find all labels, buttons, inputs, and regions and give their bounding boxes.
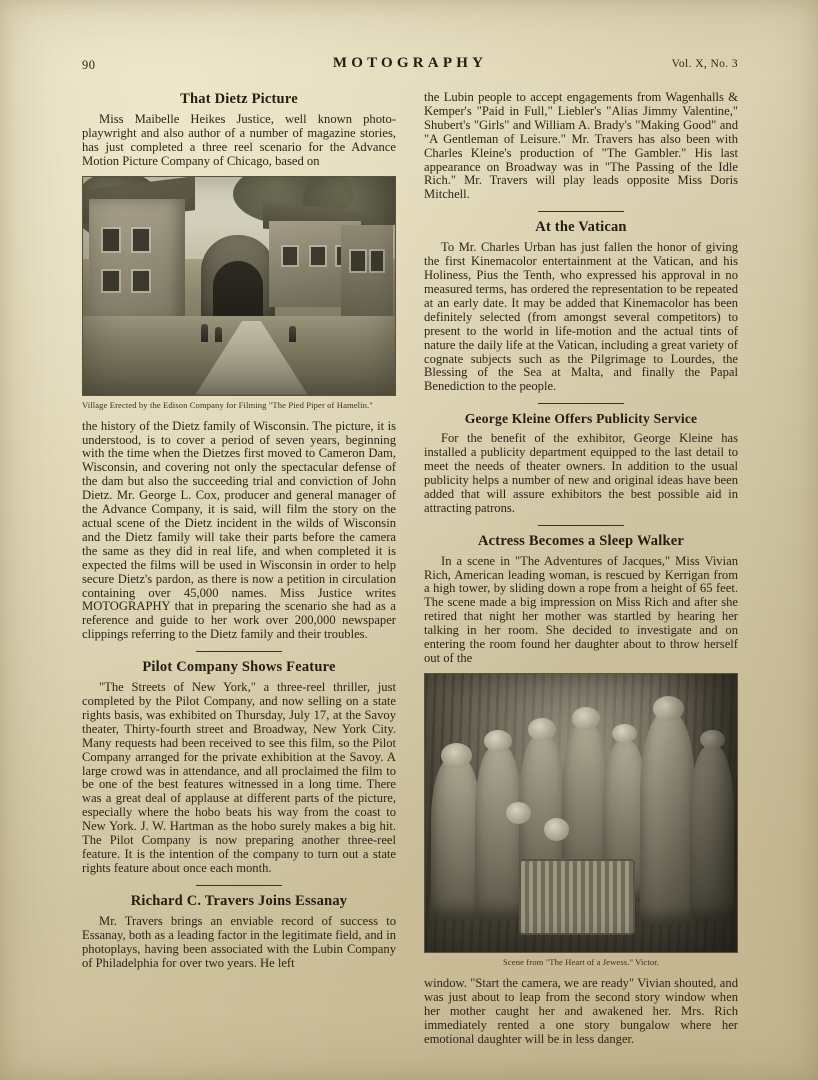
magazine-title: MOTOGRAPHY <box>332 55 488 71</box>
paragraph-actress-1: In a scene in "The Adventures of Jacques," Miss Vivian Rich, American leading woman, is rescued by Kerrigan from a high tower, by sliding down a rope from a height of 65 feet. The scene made a big impression on Miss Rich and after she retired that night her mother was startled by hearing her talking in her room. She decided to investigate and on entering the room found her daughter about to throw herself out of the <box>424 553 738 665</box>
page-number: 90 <box>82 58 96 72</box>
paragraph-vatican-1: To Mr. Charles Urban has just fallen the honor of giving the first Kinemacolor entertainment at the Vatican, and his Holiness, Pius the Tenth, who expressed his approval in no measured terms, has ordered the representation to be repeated at an early date. It may be added that Kinemacolor has been definitely selected (from amongst several competitors) to present to the world in life-motion and the actual tints of nature the daily life at the Vatican, including a great variety of cognate subjects such as the Pilgrimage to Lourdes, the Blessing of the Sea at Malta, and finally the Papal Benediction to the people. <box>424 240 738 394</box>
two-column-layout <box>82 91 738 1048</box>
paragraph-travers-continuation: the Lubin people to accept engagements from Wagenhalls & Kemper's "Paid in Full," Liebler's "Alias Jimmy Valentine," Shubert's "Girls" and William A. Brady's "Making Good" and "A Gentleman of Leisure." Mr. Travers has also been with Charles Kleine's production of "The Gambler." His last appearance on Broadway was in "The Passing of the Idle Rich." Mr. Travers will play leads opposite Miss Doris Mitchell. <box>424 90 738 202</box>
headline-pilot-company-shows-feature: Pilot Company Shows Feature <box>142 659 336 676</box>
headline-richard-travers-joins-essanay: Richard C. Travers Joins Essanay <box>130 892 348 909</box>
section-divider-5 <box>538 525 624 526</box>
paragraph-pilot-1: "The Streets of New York," a three-reel thriller, just completed by the Pilot Company, and now selling on a state rights basis, was exhibited on Thursday, July 17, at the Savoy theater, Thirty-fourth street and Broadway, New York City. Many requests had been received to see this film, so the Pilot Company arranged for the private exhibition at the Savoy. A large crowd was in attendance, and all proclaimed the film to be one of the best features witnessed in a long time. There was a great deal of applause at different parts of the picture, especially where the hobo beats his way from the coast to New York. J. W. Hartman as the hobo surely makes a big hit. The Pilot Company is now preparing another three-reel feature. It is the intention of the company to turn out a state rights feature about once each month. <box>82 680 396 875</box>
jewess-scene-photo <box>425 674 737 952</box>
headline-actress-becomes-sleep-walker: Actress Becomes a Sleep Walker <box>477 532 684 549</box>
jewess-photo-caption: Scene from "The Heart of a Jewess." Victor. <box>503 956 659 967</box>
jewess-photo-frame <box>424 673 738 953</box>
headline-that-dietz-picture: That Dietz Picture <box>180 91 298 107</box>
village-photo-caption: Village Erected by the Edison Company for Filming "The Pied Piper of Hamelin." <box>82 399 373 410</box>
paragraph-travers-1: Mr. Travers brings an enviable record of success to Essanay, both as a leading factor in the legitimate field, and in photoplays, having been associated with the Lubin Company of Philadelphia for over two years. He left <box>82 913 396 970</box>
section-divider-2 <box>196 885 282 886</box>
section-divider-4 <box>538 403 624 404</box>
figure-jewess-scene <box>424 673 738 967</box>
figure-village <box>82 176 396 410</box>
right-column <box>424 91 738 1048</box>
page-content <box>82 55 738 1048</box>
section-divider-3 <box>538 211 624 212</box>
paragraph-actress-2: window. "Start the camera, we are ready" Vivian shouted, and was just about to leap from the second story window when her mother caught her and awakened her. Mrs. Rich immediately rented a one story bungalow where her emotional daughter will be in less danger. <box>424 975 738 1046</box>
village-photo <box>83 177 395 395</box>
paragraph-kleine-1: For the benefit of the exhibitor, George Kleine has installed a publicity department equipped to the last detail to meet the needs of theater owners. In addition to the usual publicity helps a number of new and original ideas have been added that will assure exhibitors the best possible aid in attracting patrons. <box>424 431 738 515</box>
volume-issue: Vol. X, No. 3 <box>671 58 738 70</box>
headline-george-kleine-publicity-service: George Kleine Offers Publicity Service <box>464 411 698 427</box>
paragraph-dietz-1: Miss Maibelle Heikes Justice, well known photo-playwright and also author of a number of magazine stories, has just completed a three reel scenario for the Advance Motion Picture Company of Chicago, based on <box>82 112 396 168</box>
section-divider-1 <box>196 651 282 652</box>
running-head <box>82 55 738 77</box>
paragraph-dietz-2: the history of the Dietz family of Wisconsin. The picture, it is understood, is to cover a period of seven years, beginning with the time when the Dietzes first moved to Cameron Dam, Wisconsin, and covering not only the spectacular defense of the dam but also the succeeding trial and conviction of John Dietz. Mr. George L. Cox, producer and general manager of the Advance Company, it is said, will film the story on the actual scene of the Dietz incident in the wilds of Wisconsin and the Dietz family will take their parts before the camera the same as they did in real life, and when completed it is expected the films will be used in Wisconsin in order to help secure Dietz's pardon, as there is now a petition in circulation containing over 45,000 names. Miss Justice writes MOTOGRAPHY that in preparing the scenario she had as a reference and guide to her work over 200,000 newspaper clippings referring to the Dietz family and their troubles. <box>82 418 396 642</box>
village-photo-frame <box>82 176 396 396</box>
left-column <box>82 91 396 1048</box>
headline-at-the-vatican: At the Vatican <box>535 219 627 236</box>
